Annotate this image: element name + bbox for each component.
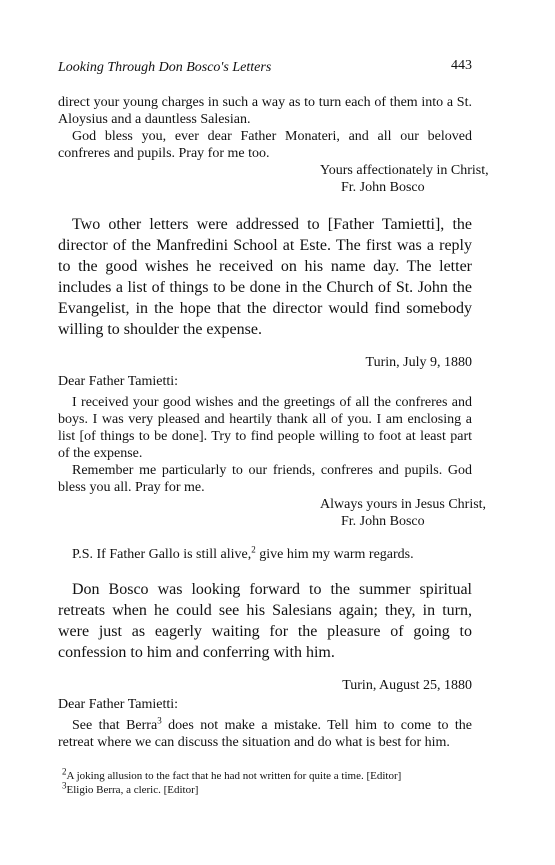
- letter-paragraph: [58, 717, 472, 751]
- letter-text: does not make a mistake. Tell him to come to the retreat where we can discuss the situation and do what is best for him.: [58, 718, 473, 750]
- footnote: [58, 780, 472, 797]
- letter-monateri: [58, 94, 489, 196]
- narrative-paragraph: Don Bosco was looking forward to the summer spiritual retreats when he could see his Salesians again; they, in turn, were just as eagerly waiting for the pleasure of going to confession to him and conferring with him.: [58, 581, 472, 661]
- footnote-ref: 3: [157, 715, 162, 726]
- letter-closing: Always yours in Jesus Christ,: [320, 497, 487, 512]
- letter-paragraph: Remember me particularly to our friends, confreres and pupils. God bless you all. Pray for me.: [58, 463, 472, 495]
- running-title: Looking Through Don Bosco's Letters: [58, 60, 272, 75]
- page-number: 443: [451, 58, 472, 73]
- running-head: [58, 58, 472, 82]
- letter-tamietti-august: [58, 677, 472, 751]
- book-page: [58, 58, 489, 797]
- letter-closing: Yours affectionately in Christ,: [320, 163, 489, 178]
- footnote: [58, 766, 472, 783]
- footnote-mark: 2: [62, 766, 67, 777]
- footnote-text: Eligio Berra, a cleric. [Editor]: [66, 784, 199, 796]
- letter-date: Turin, August 25, 1880: [342, 678, 472, 693]
- letter-signature: Fr. John Bosco: [341, 180, 425, 195]
- letter-tamietti-july: [58, 354, 487, 563]
- postscript-text: P.S. If Father Gallo is still alive,: [72, 547, 252, 562]
- letter-salutation: Dear Father Tamietti:: [58, 697, 179, 712]
- letter-paragraph: God bless you, ever dear Father Monateri, and all our beloved confreres and pupils. Pray for me too.: [58, 129, 472, 161]
- postscript-text: give him my warm regards.: [255, 547, 414, 562]
- letter-date: Turin, July 9, 1880: [365, 355, 472, 370]
- narrative-paragraph: Two other letters were addressed to [Father Tamietti], the director of the Manfredini School at Este. The first was a reply to the good wishes he received on his name day. The letter includes a list of things to be done in the Church of St. John the Evangelist, in the hope that the director would find somebody willing to shoulder the expense.: [58, 216, 472, 338]
- letter-paragraph: direct your young charges in such a way as to turn each of them into a St. Aloysius and a dauntless Salesian.: [58, 95, 472, 127]
- letter-text: See that Berra: [72, 718, 158, 733]
- footnotes: [58, 766, 472, 797]
- letter-paragraph: I received your good wishes and the greetings of all the confreres and boys. I was very pleased and heartily thank all of you. I am enclosing a list [of things to be done]. Try to find people willing to foot at least part of the expense.: [58, 395, 472, 461]
- letter-salutation: Dear Father Tamietti:: [58, 374, 179, 389]
- letter-signature: Fr. John Bosco: [341, 514, 425, 529]
- footnote-ref: 2: [251, 544, 256, 555]
- footnote-mark: 3: [62, 780, 67, 791]
- postscript: [58, 546, 472, 563]
- footnote-text: A joking allusion to the fact that he had not written for quite a time. [Editor]: [66, 770, 402, 782]
